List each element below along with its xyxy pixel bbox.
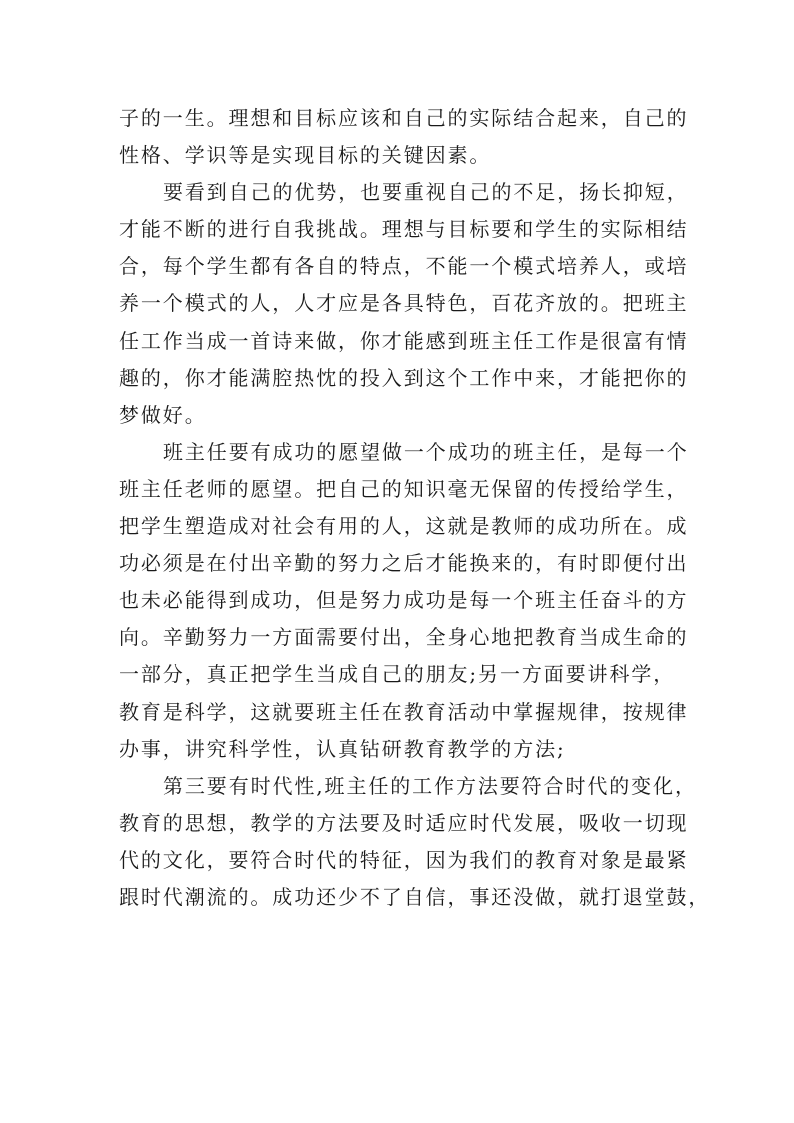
text-line: 跟时代潮流的。成功还少不了自信，事还没做，就打退堂鼓， [119, 884, 711, 909]
text-line: 功必须是在付出辛勤的努力之后才能换来的，有时即便付出 [119, 551, 689, 576]
text-line: 也未必能得到成功，但是努力成功是每一个班主任奋斗的方 [119, 588, 689, 613]
text-line: 养一个模式的人，人才应是各具特色，百花齐放的。把班主 [119, 291, 689, 316]
text-line: 性格、学识等是实现目标的关键因素。 [119, 143, 492, 168]
text-line: 向。辛勤努力一方面需要付出，全身心地把教育当成生命的 [119, 625, 689, 650]
text-line: 梦做好。 [119, 402, 207, 427]
document-body [119, 100, 711, 916]
text-line: 一部分，真正把学生当成自己的朋友;另一方面要讲科学， [119, 662, 676, 687]
text-line: 子的一生。理想和目标应该和自己的实际结合起来，自己的 [119, 106, 689, 130]
text-line: 要看到自己的优势，也要重视自己的不足，扬长抑短， [163, 180, 689, 205]
text-line: 趣的，你才能满腔热忱的投入到这个工作中来，才能把你的 [119, 365, 689, 390]
text-line: 才能不断的进行自我挑战。理想与目标要和学生的实际相结 [119, 217, 689, 242]
text-line: 班主任老师的愿望。把自己的知识毫无保留的传授给学生， [119, 476, 689, 501]
text-line: 班主任要有成功的愿望做一个成功的班主任，是每一个 [163, 439, 689, 464]
text-line: 任工作当成一首诗来做，你才能感到班主任工作是很富有情 [119, 328, 689, 353]
text-line: 教育是科学，这就要班主任在教育活动中掌握规律，按规律 [119, 699, 689, 724]
text-line: 办事，讲究科学性，认真钻研教育教学的方法; [119, 736, 566, 761]
text-line: 合，每个学生都有各自的特点，不能一个模式培养人，或培 [119, 254, 689, 279]
text-line: 代的文化，要符合时代的特征，因为我们的教育对象是最紧 [119, 847, 689, 872]
text-line: 第三要有时代性,班主任的工作方法要符合时代的变化， [163, 773, 697, 798]
text-line: 教育的思想，教学的方法要及时适应时代发展，吸收一切现 [119, 810, 689, 835]
text-line: 把学生塑造成对社会有用的人，这就是教师的成功所在。成 [119, 514, 689, 539]
